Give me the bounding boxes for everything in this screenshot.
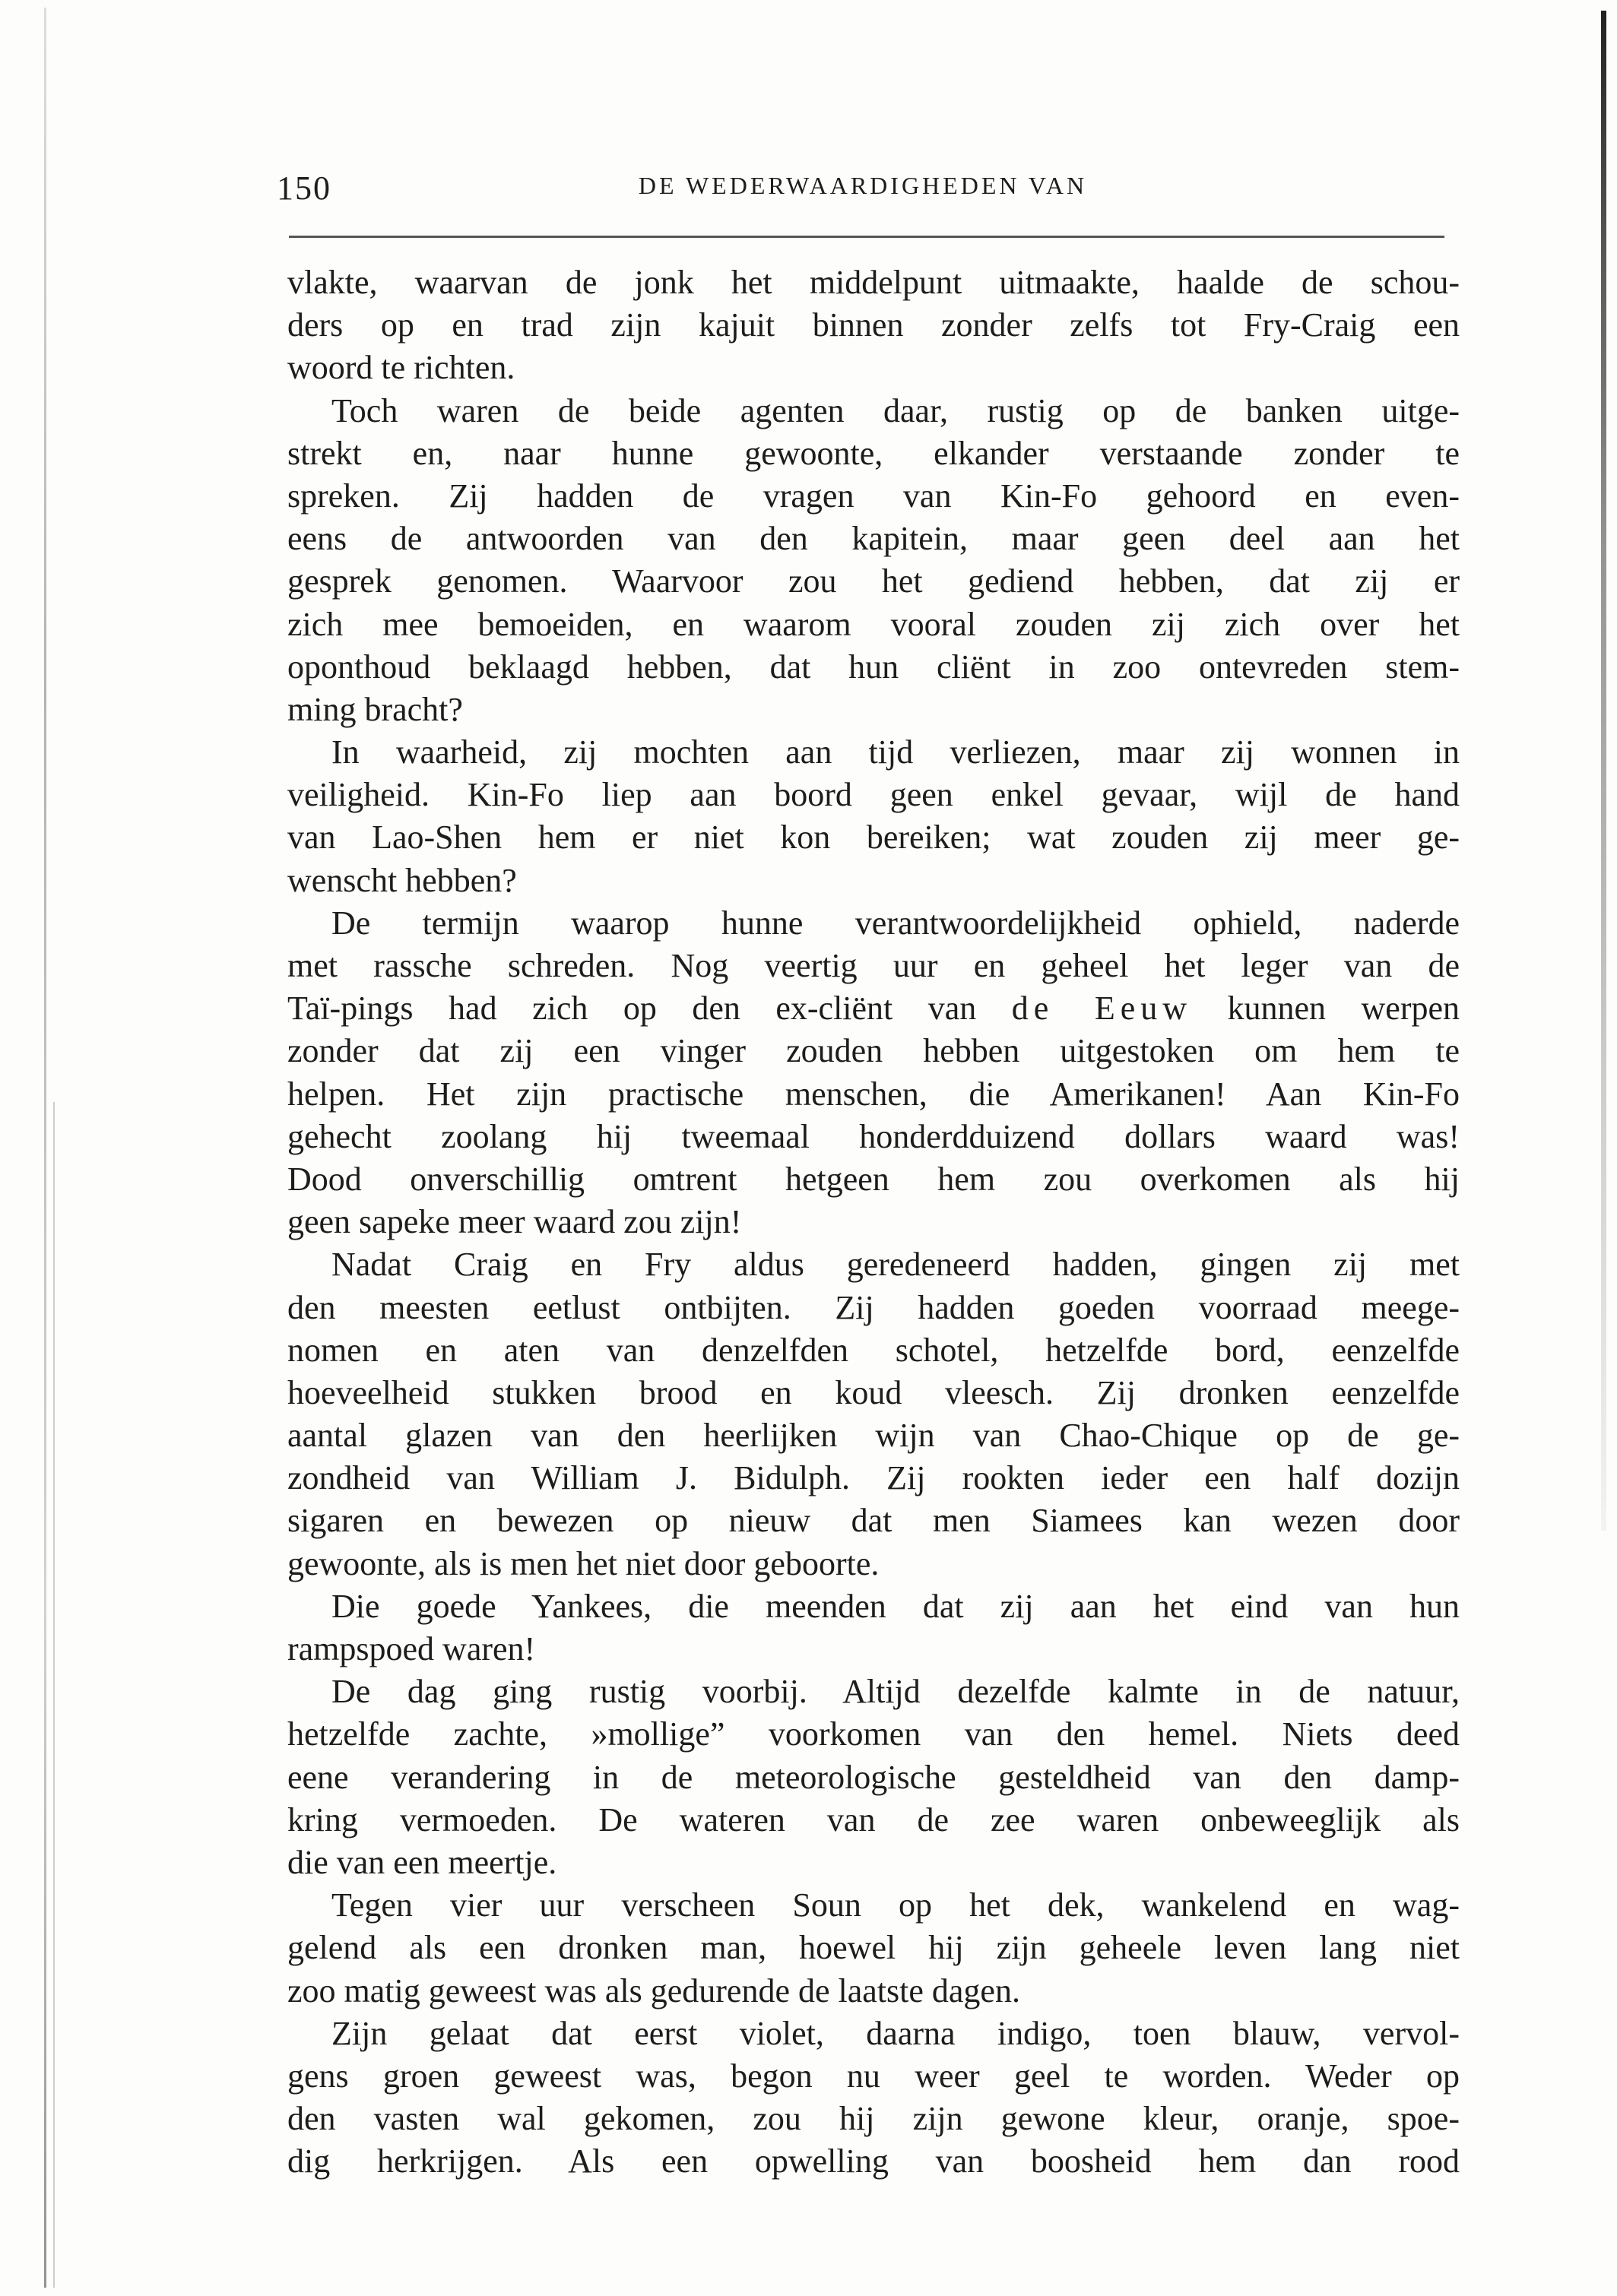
text-line: Die goede Yankees, die meenden dat zij aan het eind van hun — [331, 1587, 1460, 1625]
text-line: De termijn waarop hunne verantwoordelijkheid ophield, naderde — [331, 904, 1460, 942]
page-header — [277, 169, 1449, 214]
text-line: Dood onverschillig omtrent hetgeen hem zou overkomen als hij — [287, 1160, 1460, 1198]
text-line: De dag ging rustig voorbij. Altijd dezelfde kalmte in de natuur, — [331, 1673, 1460, 1711]
text-line: die van een meertje. — [287, 1843, 557, 1881]
text-line: rampspoed waren! — [287, 1630, 536, 1667]
text-line: hetzelfde zachte, »mollige” voorkomen van den hemel. Niets deed — [287, 1715, 1460, 1753]
text-line: ming bracht? — [287, 690, 463, 728]
text-line: Zijn gelaat dat eerst violet, daarna indigo, toen blauw, vervol- — [331, 2014, 1460, 2052]
text-line: spreken. Zij hadden de vragen van Kin-Fo gehoord en even- — [287, 477, 1460, 515]
text-line: den vasten wal gekomen, zou hij zijn gewone kleur, oranje, spoe- — [287, 2100, 1460, 2138]
page-binding-shadow — [44, 8, 46, 2288]
text-line: oponthoud beklaagd hebben, dat hun cliënt in zoo ontevreden stem- — [287, 648, 1460, 686]
text-line: den meesten eetlust ontbijten. Zij hadden goeden voorraad meege- — [287, 1288, 1460, 1326]
text-line: van Lao-Shen hem er niet kon bereiken; wat zouden zij meer ge- — [287, 819, 1460, 857]
text-line: Toch waren de beide agenten daar, rustig op de banken uitge- — [331, 391, 1460, 429]
text-segment: Taï-pings had zich op den ex-cliënt van — [287, 990, 977, 1028]
text-line: sigaren en bewezen op nieuw dat men Siamees kan wezen door — [287, 1502, 1460, 1540]
text-line: kring vermoeden. De wateren van de zee waren onbeweeglijk als — [287, 1800, 1460, 1838]
page-number: 150 — [277, 169, 331, 207]
page-edge-shadow — [1601, 11, 1606, 1531]
text-segment: kunnen werpen — [1227, 990, 1460, 1028]
text-line: gehecht zoolang hij tweemaal honderdduizend dollars waard was! — [287, 1117, 1460, 1155]
text-line: Tegen vier uur verscheen Soun op het dek, wankelend en wag- — [331, 1886, 1460, 1924]
text-line: wenscht hebben? — [287, 861, 517, 899]
header-rule — [289, 236, 1444, 238]
text-line: Nadat Craig en Fry aldus geredeneerd hadden, gingen zij met — [331, 1246, 1460, 1284]
text-line: zonder dat zij een vinger zouden hebben uitgestoken om hem te — [287, 1032, 1460, 1070]
running-head: DE WEDERWAARDIGHEDEN VAN — [638, 172, 1088, 199]
text-line: gewoonte, als is men het niet door geboorte. — [287, 1544, 880, 1582]
text-line: veiligheid. Kin-Fo liep aan boord geen enkel gevaar, wijl de hand — [287, 776, 1460, 814]
text-line: met rassche schreden. Nog veertig uur en geheel het leger van de — [287, 947, 1460, 984]
text-line: gesprek genomen. Waarvoor zou het gediend hebben, dat zij er — [287, 562, 1460, 600]
text-line: hoeveelheid stukken brood en koud vleesch. Zij dronken eenzelfde — [287, 1373, 1460, 1411]
page-binding-shadow-inner — [53, 1102, 55, 2288]
text-line: woord te richten. — [287, 349, 515, 387]
text-line: eens de antwoorden van den kapitein, maar geen deel aan het — [287, 520, 1460, 558]
text-line: gens groen geweest was, begon nu weer geel te worden. Weder op — [287, 2057, 1460, 2095]
text-line: dig herkrijgen. Als een opwelling van boosheid hem dan rood — [287, 2142, 1460, 2180]
text-line: strekt en, naar hunne gewoonte, elkander verstaande zonder te — [287, 434, 1460, 472]
text-line: zondheid van William J. Bidulph. Zij rookten ieder een half dozijn — [287, 1459, 1460, 1497]
text-line: vlakte, waarvan de jonk het middelpunt uitmaakte, haalde de schou- — [287, 264, 1460, 301]
text-line: In waarheid, zij mochten aan tijd verliezen, maar zij wonnen in — [331, 733, 1460, 771]
text-line: eene verandering in de meteorologische gesteldheid van den damp- — [287, 1758, 1460, 1796]
text-line: helpen. Het zijn practische menschen, die Amerikanen! Aan Kin-Fo — [287, 1075, 1460, 1113]
text-line: zoo matig geweest was als gedurende de laatste dagen. — [287, 1971, 1020, 2009]
text-line: geen sapeke meer waard zou zijn! — [287, 1203, 742, 1241]
text-line: zich mee bemoeiden, en waarom vooral zouden zij zich over het — [287, 605, 1460, 643]
body-text — [287, 261, 1460, 2183]
text-line: ders op en trad zijn kajuit binnen zonder zelfs tot Fry-Craig een — [287, 306, 1460, 344]
text-line: aantal glazen van den heerlijken wijn van Chao-Chique op de ge- — [287, 1417, 1460, 1455]
text-line — [287, 987, 1460, 1030]
text-line: nomen en aten van denzelfden schotel, hetzelfde bord, eenzelfde — [287, 1331, 1460, 1369]
text-line: gelend als een dronken man, hoewel hij zijn geheele leven lang niet — [287, 1929, 1460, 1967]
newspaper-title: de Eeuw — [1011, 990, 1192, 1028]
